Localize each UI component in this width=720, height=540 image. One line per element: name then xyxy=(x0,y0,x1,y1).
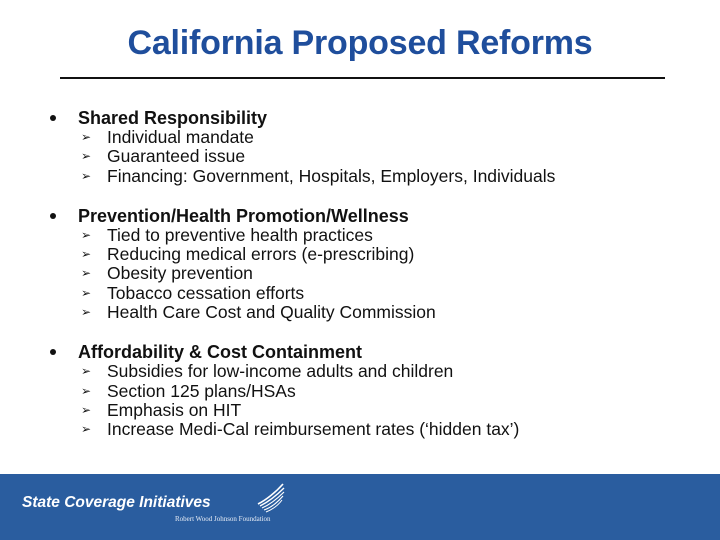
section-affordability xyxy=(50,342,690,439)
sub-bullet-item xyxy=(81,224,690,245)
sub-bullet-text: Reducing medical errors (e-prescribing) xyxy=(107,244,415,265)
sub-bullet-text: Health Care Cost and Quality Commission xyxy=(107,302,436,323)
sub-bullet-item xyxy=(81,302,690,323)
sub-bullet-list xyxy=(50,128,690,186)
sub-bullet-text: Financing: Government, Hospitals, Employers, Individuals xyxy=(107,165,556,186)
bullet-icon xyxy=(50,115,56,121)
wing-swoosh-logo-icon xyxy=(256,482,286,514)
sub-bullet-text: Subsidies for low-income adults and children xyxy=(107,361,454,382)
section-heading: Prevention/Health Promotion/Wellness xyxy=(78,205,409,226)
sub-bullet-text: Emphasis on HIT xyxy=(107,399,242,420)
arrow-bullet-icon: ➢ xyxy=(81,383,92,398)
arrow-bullet-icon: ➢ xyxy=(81,305,92,320)
arrow-bullet-icon: ➢ xyxy=(81,149,92,164)
sub-bullet-text: Obesity prevention xyxy=(107,263,253,284)
sub-bullet-text: Section 125 plans/HSAs xyxy=(107,380,296,401)
sub-bullet-item xyxy=(81,361,690,382)
bullet-icon xyxy=(50,213,56,219)
section-heading: Affordability & Cost Containment xyxy=(78,342,362,363)
slide-title: California Proposed Reforms xyxy=(127,24,593,62)
sub-bullet-list xyxy=(50,362,690,439)
section-prevention-wellness xyxy=(50,206,690,322)
sub-bullet-item xyxy=(81,165,690,186)
sub-bullet-text: Individual mandate xyxy=(107,127,254,147)
sub-bullet-text: Guaranteed issue xyxy=(107,146,246,167)
footer-organization-name: State Coverage Initiatives xyxy=(22,494,211,511)
arrow-bullet-icon: ➢ xyxy=(81,422,92,437)
section-heading: Shared Responsibility xyxy=(78,108,268,128)
arrow-bullet-icon: ➢ xyxy=(81,402,92,417)
arrow-bullet-icon: ➢ xyxy=(81,168,92,183)
footer-banner xyxy=(0,474,720,540)
arrow-bullet-icon: ➢ xyxy=(81,266,92,281)
arrow-bullet-icon: ➢ xyxy=(81,247,92,262)
sub-bullet-item xyxy=(81,244,690,265)
sub-bullet-item xyxy=(81,146,690,167)
footer-foundation-name: Robert Wood Johnson Foundation xyxy=(175,515,271,523)
sub-bullet-text: Tobacco cessation efforts xyxy=(107,282,305,303)
section-shared-responsibility xyxy=(50,108,690,186)
bullet-icon xyxy=(50,349,56,355)
sub-bullet-list xyxy=(50,226,690,322)
sub-bullet-item xyxy=(81,127,690,147)
sub-bullet-item xyxy=(81,380,690,401)
sub-bullet-item xyxy=(81,419,690,440)
sub-bullet-item xyxy=(81,399,690,420)
arrow-bullet-icon: ➢ xyxy=(81,130,92,144)
sub-bullet-item xyxy=(81,263,690,284)
slide-content xyxy=(50,108,690,440)
sub-bullet-text: Tied to preventive health practices xyxy=(107,224,373,245)
arrow-bullet-icon: ➢ xyxy=(81,364,92,379)
arrow-bullet-icon: ➢ xyxy=(81,285,92,300)
sub-bullet-item xyxy=(81,282,690,303)
sub-bullet-text: Increase Medi-Cal reimbursement rates (‘hidden tax’) xyxy=(107,419,520,440)
arrow-bullet-icon: ➢ xyxy=(81,227,92,242)
title-divider xyxy=(60,77,665,79)
